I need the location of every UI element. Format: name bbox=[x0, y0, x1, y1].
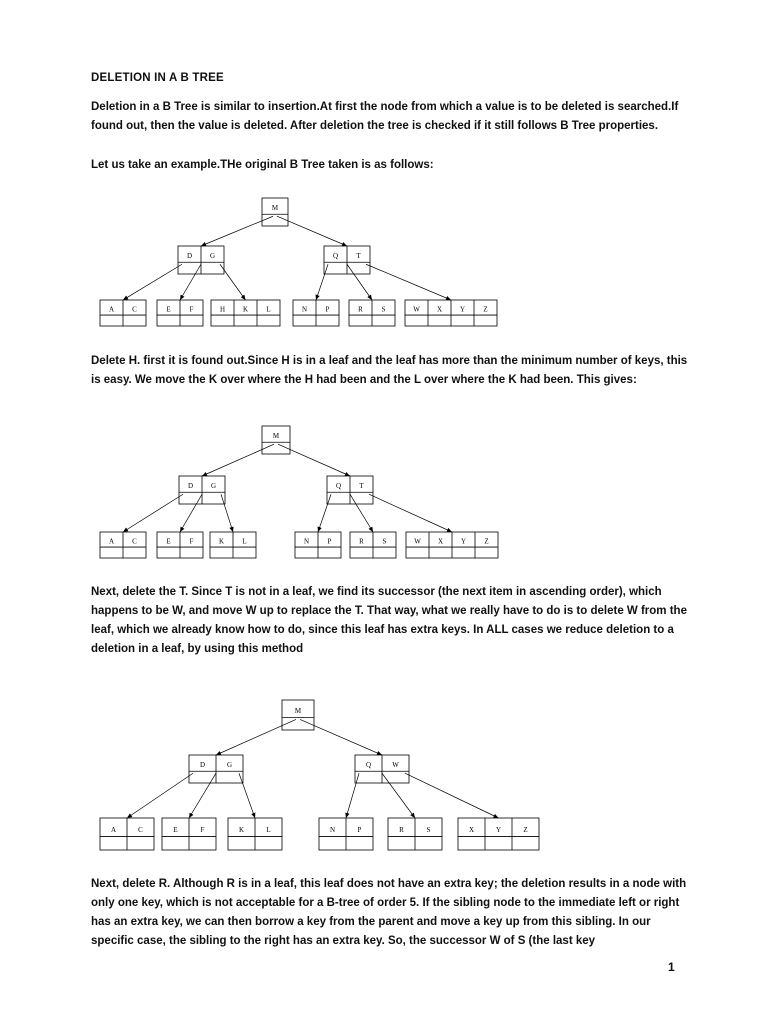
node-key: W bbox=[413, 305, 420, 314]
tree-edge bbox=[318, 494, 331, 532]
tree-edge bbox=[347, 264, 372, 300]
leaf-node bbox=[228, 818, 282, 850]
leaf-node bbox=[349, 300, 395, 326]
node-key: D bbox=[187, 482, 194, 491]
leaf-node bbox=[157, 300, 203, 326]
tree-edge bbox=[369, 494, 452, 532]
node-key: S bbox=[382, 537, 387, 546]
node-key: Q bbox=[365, 761, 372, 770]
leaf-node bbox=[100, 532, 146, 558]
leaf-node bbox=[458, 818, 539, 850]
tree-edge bbox=[239, 773, 255, 818]
node-key: A bbox=[110, 825, 117, 834]
node-key: D bbox=[186, 252, 193, 261]
node-key: M bbox=[271, 204, 279, 213]
leaf-node bbox=[295, 532, 341, 558]
node-key: R bbox=[359, 537, 364, 546]
tree-edge bbox=[277, 216, 347, 246]
node-key: N bbox=[301, 305, 308, 314]
tree-edge bbox=[201, 216, 273, 246]
tree-edge bbox=[216, 719, 296, 755]
tree-edge bbox=[405, 773, 499, 818]
edge-arrowhead bbox=[123, 296, 128, 300]
paragraph-example: Let us take an example.THe original B Tree taken is as follows: bbox=[91, 159, 434, 171]
node-key: C bbox=[132, 537, 137, 546]
node-key: P bbox=[357, 825, 362, 834]
node-key: Z bbox=[483, 305, 488, 314]
node-key: E bbox=[173, 825, 178, 834]
paragraph-delete-h: Delete H. first it is found out.Since H is in a leaf and the leaf has more than the minimum number of keys, this is easy. We move the K over where the H had been and the L over where the K had been. This gives: bbox=[91, 355, 688, 386]
tree-edge bbox=[127, 773, 193, 818]
edge-arrowhead bbox=[318, 527, 322, 532]
leaf-node bbox=[405, 300, 497, 326]
leaf-node bbox=[210, 532, 256, 558]
edge-arrowhead bbox=[180, 527, 184, 532]
edge-arrowhead bbox=[241, 295, 246, 300]
b-tree-diagram-original bbox=[0, 190, 768, 340]
edge-arrowhead bbox=[229, 527, 233, 532]
page-number: 1 bbox=[668, 960, 675, 974]
node-key: C bbox=[138, 825, 143, 834]
node-key: F bbox=[189, 537, 194, 546]
paragraph-delete-r: Next, delete R. Although R is in a leaf, this leaf does not have an extra key; the deletion results in a node with only one key, which is not acceptable for a B-tree of order 5. If the sibling node to the immediate left or right has an extra key, we can then borrow a key from the parent and move a key up from this sibling. In our specific case, the sibling to the right has an extra key. So, the successor W of S (the last key bbox=[91, 878, 687, 947]
root-node bbox=[262, 198, 288, 226]
leaf-node bbox=[100, 300, 146, 326]
node-key: L bbox=[266, 825, 271, 834]
b-tree-diagram-after-delete-h bbox=[0, 420, 768, 570]
node-key: Y bbox=[460, 537, 467, 546]
leaf-node bbox=[350, 532, 396, 558]
node-key: M bbox=[294, 707, 302, 716]
internal-node bbox=[324, 246, 370, 274]
node-key: T bbox=[359, 482, 364, 491]
leaf-node bbox=[211, 300, 280, 326]
internal-node bbox=[327, 476, 373, 504]
tree-edge bbox=[123, 494, 183, 532]
node-key: X bbox=[468, 825, 475, 834]
internal-node bbox=[189, 755, 243, 783]
node-key: W bbox=[414, 537, 421, 546]
paragraph-delete-t: Next, delete the T. Since T is not in a leaf, we find its successor (the next item in ascending order), which happens to be W, and move W up to replace the T. That way, what we really have to do is to delete W from the leaf, which we already know how to do, since this leaf has extra keys. In ALL cases we reduce deletion to a deletion in a leaf, by using this method bbox=[91, 586, 687, 655]
node-key: F bbox=[189, 305, 194, 314]
b-tree-diagram-after-delete-t bbox=[0, 695, 768, 860]
node-border bbox=[458, 818, 539, 850]
tree-edge bbox=[220, 264, 246, 300]
internal-node bbox=[178, 246, 224, 274]
root-node bbox=[282, 700, 314, 730]
node-key: S bbox=[426, 825, 431, 834]
node-key: Y bbox=[495, 825, 502, 834]
node-key: K bbox=[238, 825, 245, 834]
node-key: P bbox=[327, 537, 332, 546]
tree-edge bbox=[300, 719, 382, 755]
tree-edge bbox=[180, 494, 202, 532]
node-key: X bbox=[437, 537, 444, 546]
edge-arrowhead bbox=[410, 813, 415, 818]
edge-arrowhead bbox=[123, 527, 128, 532]
tree-edge bbox=[382, 773, 415, 818]
leaf-node bbox=[293, 300, 339, 326]
tree-edge bbox=[366, 264, 451, 300]
paragraph-intro: Deletion in a B Tree is similar to insertion.At first the node from which a value is to be deleted is searched.If found out, then the value is deleted. After deletion the tree is checked if it still follows B Tree properties. bbox=[91, 101, 679, 132]
node-key: C bbox=[132, 305, 137, 314]
tree-edge bbox=[221, 494, 233, 532]
edge-arrowhead bbox=[316, 295, 320, 300]
node-key: H bbox=[219, 305, 226, 314]
node-key: S bbox=[381, 305, 386, 314]
node-key: L bbox=[242, 537, 247, 546]
leaf-node bbox=[388, 818, 442, 850]
node-key: G bbox=[209, 252, 216, 261]
node-key: K bbox=[242, 305, 249, 314]
tree-edge bbox=[350, 494, 373, 532]
edge-arrowhead bbox=[367, 295, 372, 300]
node-key: R bbox=[399, 825, 404, 834]
node-key: F bbox=[200, 825, 205, 834]
document-heading: DELETION IN A B TREE bbox=[91, 72, 224, 84]
tree-edge bbox=[123, 264, 182, 300]
edge-arrowhead bbox=[180, 295, 184, 300]
tree-edge bbox=[202, 444, 274, 476]
tree-edge bbox=[278, 444, 350, 476]
node-key: N bbox=[303, 537, 310, 546]
node-key: Z bbox=[484, 537, 489, 546]
root-node bbox=[262, 426, 290, 454]
node-key: A bbox=[108, 537, 115, 546]
node-key: P bbox=[325, 305, 330, 314]
edge-arrowhead bbox=[189, 813, 193, 818]
node-key: L bbox=[266, 305, 271, 314]
node-key: E bbox=[166, 537, 171, 546]
node-key: W bbox=[392, 761, 399, 770]
node-key: Z bbox=[523, 825, 528, 834]
node-key: R bbox=[358, 305, 363, 314]
internal-node bbox=[355, 755, 409, 783]
node-key: D bbox=[199, 761, 206, 770]
node-key: Y bbox=[459, 305, 466, 314]
leaf-node bbox=[162, 818, 216, 850]
node-key: G bbox=[226, 761, 233, 770]
node-key: Q bbox=[332, 252, 339, 261]
node-key: G bbox=[210, 482, 217, 491]
tree-edge bbox=[346, 773, 359, 818]
edge-arrowhead bbox=[369, 527, 373, 532]
leaf-node bbox=[319, 818, 373, 850]
node-key: E bbox=[166, 305, 171, 314]
node-key: Q bbox=[335, 482, 342, 491]
edge-arrowhead bbox=[127, 813, 132, 818]
leaf-node bbox=[406, 532, 498, 558]
node-key: K bbox=[218, 537, 225, 546]
edge-arrowhead bbox=[345, 813, 349, 818]
node-key: T bbox=[356, 252, 361, 261]
tree-edge bbox=[180, 264, 201, 300]
edge-arrowhead bbox=[251, 813, 255, 818]
tree-edge bbox=[316, 264, 328, 300]
node-key: M bbox=[272, 432, 280, 441]
node-key: X bbox=[436, 305, 443, 314]
node-key: N bbox=[329, 825, 336, 834]
internal-node bbox=[179, 476, 225, 504]
leaf-node bbox=[157, 532, 203, 558]
node-key: A bbox=[108, 305, 115, 314]
tree-edge bbox=[189, 773, 216, 818]
leaf-node bbox=[100, 818, 154, 850]
